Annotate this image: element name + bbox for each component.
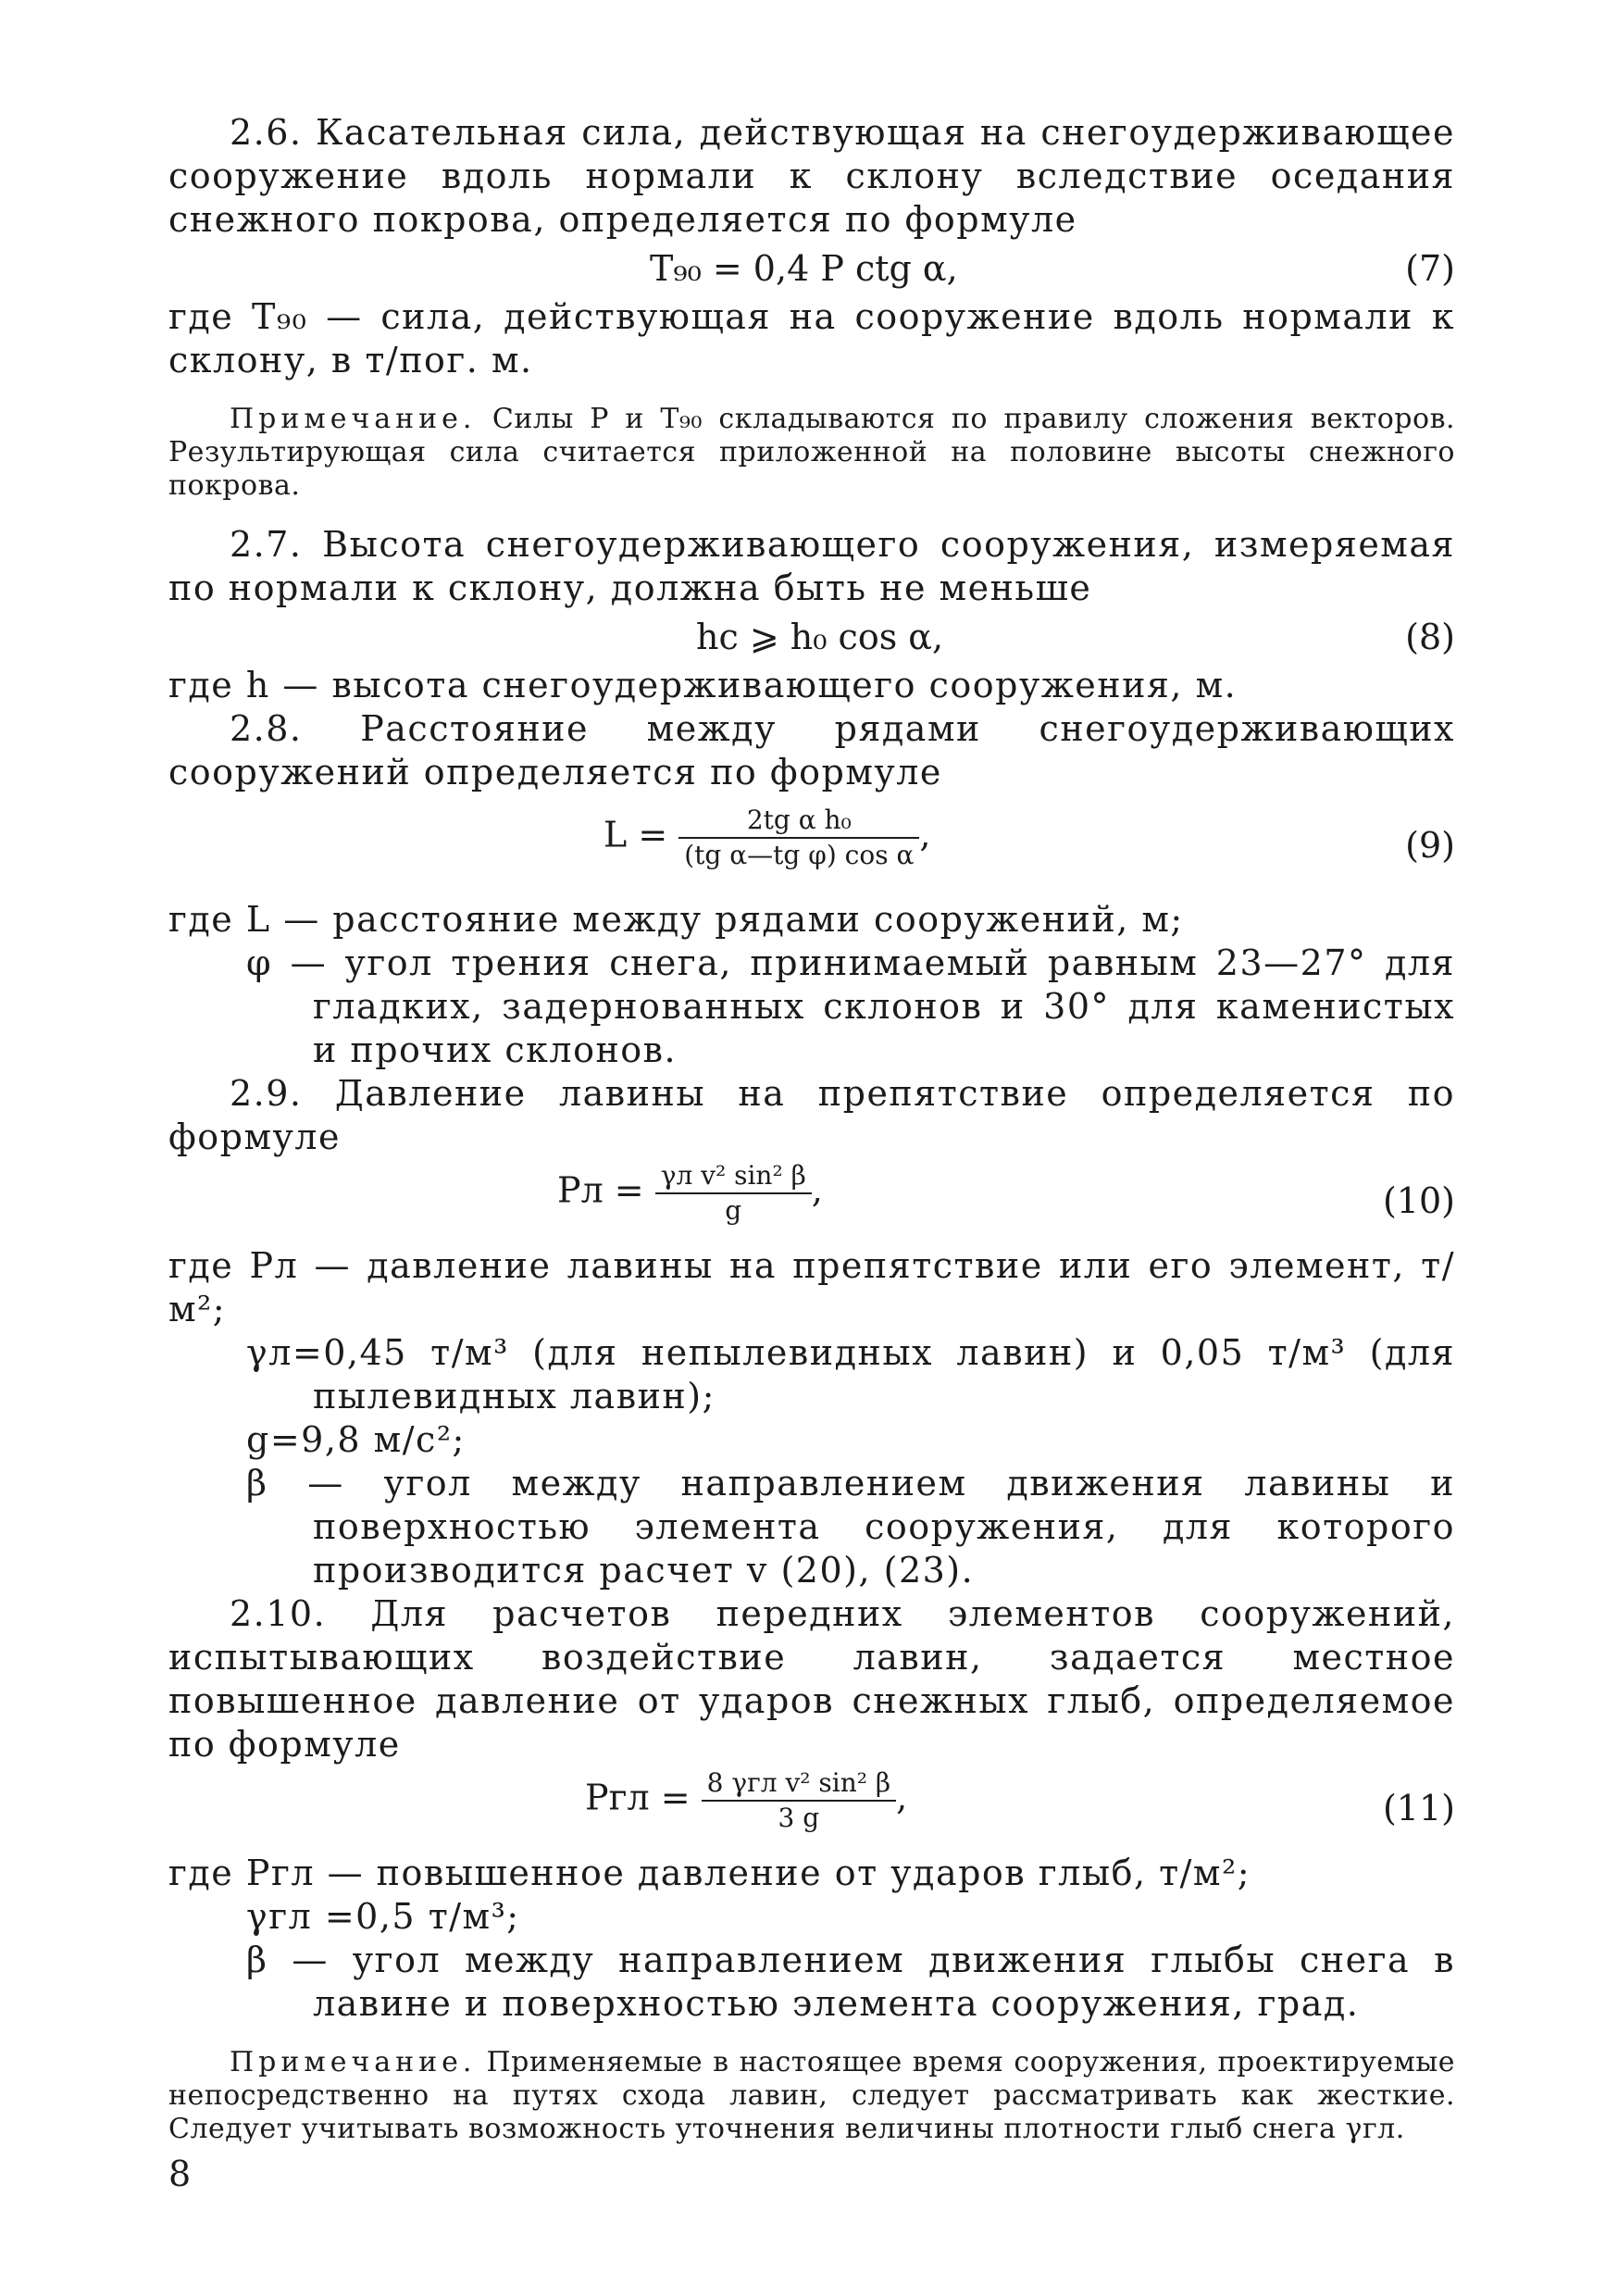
formula-10-expression: Pл = $\frac{\text{γл v² sin² β}}{g}$ , — [557, 1160, 823, 1226]
formula-11 — [168, 1766, 1455, 1852]
formula-11-number: (11) — [1382, 1788, 1455, 1828]
where-11-P: где Pгл — повышенное давление от ударов глыб, т/м²; — [168, 1853, 1251, 1893]
formula-9-expression: L = $\frac{\text{2tg α h₀}}{\text{(tg α—tg φ) cos α}}$ , — [604, 805, 931, 870]
where-11-gamma: γгл =0,5 т/м³; — [246, 1896, 520, 1937]
formula-10-denominator: g — [725, 1195, 742, 1226]
note-2-lead: Примечание. — [230, 2046, 477, 2078]
formula-9-lhs: L = — [604, 814, 668, 855]
formula-9-denominator: (tg α—tg φ) cos α — [684, 840, 915, 870]
formula-11-lhs: Pгл = — [585, 1777, 691, 1818]
where-10-P: где Pл — давление лавины на препятствие или его элемент, т/м²; — [168, 1245, 1455, 1329]
document-page — [168, 111, 1455, 2146]
note-1 — [168, 403, 1455, 503]
paragraph-2-9: 2.9. Давление лавины на препятствие определяется по формуле — [168, 1073, 1455, 1157]
note-1-lead: Примечание. — [230, 403, 477, 435]
where-10-gamma: γл=0,45 т/м³ (для непылевидных лавин) и 0,05 т/м³ (для пылевидных лавин); — [246, 1332, 1455, 1416]
note-2-text: Применяемые в настоящее время сооружения, проектируемые непосредственно на путях схода лавин, следует рассматривать как жесткие. Следует учитывать возможность уточнения величины плотности глыб снега γгл. — [168, 2046, 1455, 2145]
formula-9 — [168, 804, 1455, 889]
formula-10-lhs: Pл = — [557, 1169, 644, 1211]
formula-7 — [168, 242, 1455, 295]
where-11-beta: β — угол между направлением движения глыбы снега в лавине и поверхностью элемента сооружения, град. — [246, 1940, 1455, 2024]
page-number: 8 — [168, 2153, 192, 2194]
formula-7-expression: T₉₀ = 0,4 P ctg α, — [650, 248, 958, 289]
paragraph-2-8: 2.8. Расстояние между рядами снегоудерживающих сооружений определяется по формуле — [168, 708, 1455, 792]
formula-9-number: (9) — [1405, 825, 1455, 866]
formula-8-number: (8) — [1405, 617, 1455, 657]
formula-11-denominator: 3 g — [778, 1803, 820, 1833]
note-1-text: Силы P и T₉₀ складываются по правилу сложения векторов. Результирующая сила считается приложенной на половине высоты снежного покрова. — [168, 403, 1455, 502]
formula-8-expression: hc ⩾ h₀ cos α, — [696, 617, 944, 657]
formula-11-numerator: 8 γгл v² sin² β — [702, 1766, 896, 1802]
formula-10-number: (10) — [1382, 1180, 1455, 1221]
formula-7-number: (7) — [1405, 248, 1455, 289]
formula-9-numerator: 2tg α h₀ — [678, 804, 919, 839]
formula-8 — [168, 610, 1455, 664]
where-10-g: g=9,8 м/с²; — [246, 1419, 466, 1460]
where-9-L: где L — расстояние между рядами сооружений, м; — [168, 899, 1184, 940]
formula-10-numerator: γл v² sin² β — [655, 1159, 812, 1194]
formula-9-fraction — [678, 804, 919, 872]
where-7: где T₉₀ — сила, действующая на сооружение вдоль нормали к склону, в т/пог. м. — [168, 296, 1455, 381]
formula-11-expression: Pгл = $\frac{\text{8 γгл v² sin² β}}{3 g}$ , — [585, 1767, 908, 1833]
formula-10 — [168, 1159, 1455, 1244]
note-2 — [168, 2046, 1455, 2146]
where-8: где h — высота снегоудерживающего сооружения, м. — [168, 665, 1238, 705]
paragraph-2-10: 2.10. Для расчетов передних элементов сооружений, испытывающих воздействие лавин, задается местное повышенное давление от ударов снежных глыб, определяемое по формуле — [168, 1593, 1455, 1765]
where-10-beta: β — угол между направлением движения лавины и поверхностью элемента сооружения, для которого производится расчет v (20), (23). — [246, 1463, 1455, 1591]
where-9-phi: φ — угол трения снега, принимаемый равным 23—27° для гладких, задернованных склонов и 30° для каменистых и прочих склонов. — [246, 942, 1455, 1070]
paragraph-2-6: 2.6. Касательная сила, действующая на снегоудерживающее сооружение вдоль нормали к склону вследствие оседания снежного покрова, определяется по формуле — [168, 112, 1455, 240]
paragraph-2-7: 2.7. Высота снегоудерживающего сооружения, измеряемая по нормали к склону, должна быть не меньше — [168, 524, 1455, 608]
formula-11-fraction — [702, 1766, 896, 1835]
formula-10-fraction — [655, 1159, 812, 1228]
